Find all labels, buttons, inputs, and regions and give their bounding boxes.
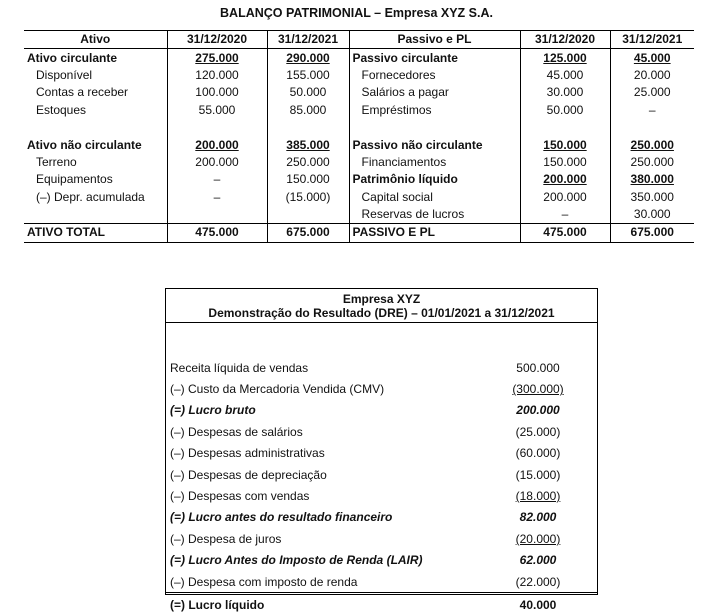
header-passivo: Passivo e PL [349, 31, 520, 49]
dre-label: (=) Lucro antes do resultado financeiro [170, 510, 393, 525]
dre-value: (22.000) [515, 574, 561, 589]
dre-value: 82.000 [519, 510, 557, 525]
income-statement-subtitle: Demonstração do Resultado (DRE) – 01/01/2021 a 31/12/2021 [208, 306, 555, 320]
dre-label: (–) Despesas de salários [170, 424, 303, 439]
total-passivo-2021: 675.000 [610, 224, 694, 242]
row-value: 45.000 [520, 67, 610, 84]
dre-row [166, 464, 597, 485]
total-row [24, 224, 694, 242]
row-value: 30.000 [520, 84, 610, 101]
table-row [24, 49, 694, 67]
row-value: 55.000 [167, 102, 267, 119]
row-label: Capital social [349, 189, 520, 206]
dre-row [166, 550, 597, 571]
row-label: Terreno [24, 154, 167, 171]
header-ativo-2021: 31/12/2021 [267, 31, 349, 49]
row-value: 250.000 [267, 154, 349, 171]
total-ativo-label: ATIVO TOTAL [24, 224, 167, 242]
table-row [24, 102, 694, 119]
row-label: Disponível [24, 67, 167, 84]
row-label: Passivo circulante [349, 49, 520, 67]
row-label: Fornecedores [349, 67, 520, 84]
row-value: 350.000 [630, 189, 674, 204]
dre-value: (300.000) [512, 382, 564, 397]
row-value: 150.000 [267, 171, 349, 188]
balance-sheet-table [24, 30, 694, 243]
row-label: Empréstimos [349, 102, 520, 119]
income-statement-header [166, 289, 597, 323]
row-label: Contas a receber [24, 84, 167, 101]
row-value: – [167, 171, 267, 188]
dre-row [166, 571, 597, 593]
row-value: 200.000 [520, 171, 610, 188]
balance-sheet-header-row [24, 31, 694, 49]
total-passivo-2020: 475.000 [520, 224, 610, 242]
row-label [24, 206, 167, 224]
row-value: 150.000 [520, 154, 610, 171]
dre-value: 62.000 [519, 553, 557, 568]
table-row [24, 206, 694, 224]
row-value [267, 206, 349, 224]
dre-value: (15.000) [515, 467, 561, 482]
header-passivo-2020: 31/12/2020 [520, 31, 610, 49]
total-ativo-2020: 475.000 [167, 224, 267, 242]
dre-row [166, 421, 597, 442]
row-value: 125.000 [520, 49, 610, 67]
header-passivo-2021: 31/12/2021 [610, 31, 694, 49]
company-name: Empresa XYZ [342, 292, 421, 306]
dre-row [166, 485, 597, 506]
row-label: Passivo não circulante [349, 136, 520, 153]
table-row [24, 67, 694, 84]
dre-label: (–) Despesas administrativas [170, 446, 325, 461]
row-label: Financiamentos [349, 154, 520, 171]
row-label: (–) Depr. acumulada [24, 189, 167, 206]
table-row [24, 171, 694, 188]
dre-value: (20.000) [515, 531, 561, 546]
row-label: Estoques [24, 102, 167, 119]
dre-value: 200.000 [516, 403, 560, 418]
income-statement [165, 288, 598, 612]
row-value: 120.000 [167, 67, 267, 84]
row-value: 150.000 [520, 136, 610, 153]
table-row [24, 154, 694, 171]
dre-value: (60.000) [515, 446, 561, 461]
row-value: 290.000 [267, 49, 349, 67]
header-ativo: Ativo [24, 31, 167, 49]
balance-sheet-title: BALANÇO PATRIMONIAL – Empresa XYZ S.A. [220, 6, 493, 20]
row-label: Ativo circulante [24, 49, 167, 67]
table-row [24, 84, 694, 101]
dre-label: (–) Despesa com imposto de renda [170, 574, 358, 589]
row-label: Reservas de lucros [349, 206, 520, 224]
table-row [24, 189, 694, 206]
row-value: 275.000 [167, 49, 267, 67]
dre-row [166, 528, 597, 549]
row-value: – [648, 102, 656, 117]
row-value: 200.000 [520, 189, 610, 206]
row-value: – [520, 206, 610, 224]
dre-label: (=) Lucro Antes do Imposto de Renda (LAIR) [170, 553, 423, 568]
dre-value: (18.000) [515, 489, 561, 504]
row-value: 50.000 [520, 102, 610, 119]
row-value: 380.000 [630, 172, 674, 187]
header-ativo-2020: 31/12/2020 [167, 31, 267, 49]
dre-label: (–) Custo da Mercadoria Vendida (CMV) [170, 382, 385, 397]
row-value [167, 206, 267, 224]
row-value: 385.000 [267, 136, 349, 153]
dre-row [166, 400, 597, 421]
row-value: 200.000 [167, 136, 267, 153]
row-value: 155.000 [267, 67, 349, 84]
net-income-label: (=) Lucro líquido [166, 593, 479, 616]
row-value: 200.000 [167, 154, 267, 171]
spacer-row [24, 119, 694, 136]
row-value: 30.000 [633, 207, 671, 222]
dre-label: (=) Lucro bruto [170, 403, 256, 418]
row-label: Equipamentos [24, 171, 167, 188]
dre-row [166, 378, 597, 399]
total-ativo-2021: 675.000 [267, 224, 349, 242]
row-value: 250.000 [630, 154, 674, 169]
dre-value: 500.000 [516, 360, 560, 375]
row-value: 100.000 [167, 84, 267, 101]
dre-label: (–) Despesas com vendas [170, 489, 310, 504]
dre-row [166, 443, 597, 464]
row-value: 45.000 [633, 50, 671, 65]
dre-row [166, 357, 597, 378]
row-label: Patrimônio líquido [349, 171, 520, 188]
row-value: 250.000 [630, 137, 674, 152]
dre-row [166, 507, 597, 528]
net-income-value: 40.000 [479, 593, 597, 616]
dre-label: Receita líquida de vendas [170, 360, 309, 375]
dre-label: (–) Despesas de depreciação [170, 467, 327, 482]
income-statement-table [166, 357, 597, 616]
net-income-row [166, 593, 597, 616]
row-value: (15.000) [267, 189, 349, 206]
row-label: Ativo não circulante [24, 136, 167, 153]
row-value: – [167, 189, 267, 206]
row-value: 50.000 [267, 84, 349, 101]
row-label: Salários a pagar [349, 84, 520, 101]
total-passivo-label: PASSIVO E PL [349, 224, 520, 242]
dre-value: (25.000) [515, 424, 561, 439]
row-value: 85.000 [267, 102, 349, 119]
dre-label: (–) Despesa de juros [170, 531, 282, 546]
row-value: 25.000 [633, 85, 671, 100]
table-row [24, 136, 694, 153]
row-value: 20.000 [633, 67, 671, 82]
